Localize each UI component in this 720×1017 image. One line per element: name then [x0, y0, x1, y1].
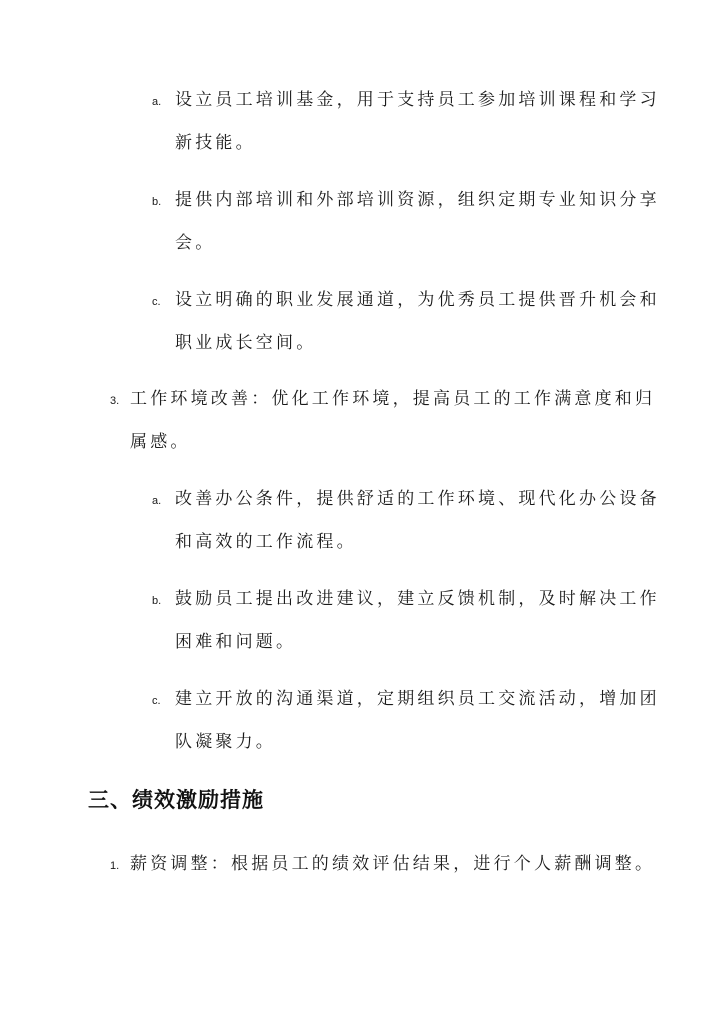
numbered-item-text: 薪资调整：根据员工的绩效评估结果，进行个人薪酬调整。	[130, 854, 656, 874]
list-item-text: 建立开放的沟通渠道，定期组织员工交流活动，增加团	[175, 689, 660, 709]
list-marker: b.	[152, 196, 162, 208]
list-marker: c.	[152, 695, 161, 707]
list-item-text-continued: 新技能。	[175, 133, 256, 153]
numbered-item-text: 工作环境改善：优化工作环境，提高员工的工作满意度和归	[130, 389, 656, 409]
list-item-text-continued: 职业成长空间。	[175, 333, 317, 353]
list-item-text-continued: 困难和问题。	[175, 632, 297, 652]
list-marker: a.	[152, 96, 162, 108]
list-item-text: 设立明确的职业发展通道，为优秀员工提供晋升机会和	[175, 290, 660, 310]
list-item-text-continued: 和高效的工作流程。	[175, 532, 357, 552]
section-heading: 三、绩效激励措施	[88, 788, 264, 812]
list-item-text: 提供内部培训和外部培训资源，组织定期专业知识分享	[175, 190, 660, 210]
list-item-text-continued: 会。	[175, 233, 216, 253]
list-marker: a.	[152, 495, 162, 507]
numbered-item-text-continued: 属感。	[130, 432, 191, 452]
list-marker: b.	[152, 595, 162, 607]
list-item-text: 鼓励员工提出改进建议，建立反馈机制，及时解决工作	[175, 589, 660, 609]
numbered-marker: 1.	[110, 860, 120, 872]
numbered-marker: 3.	[110, 395, 120, 407]
list-item-text: 设立员工培训基金，用于支持员工参加培训课程和学习	[175, 90, 660, 110]
list-item-text-continued: 队凝聚力。	[175, 732, 276, 752]
list-item-text: 改善办公条件，提供舒适的工作环境、现代化办公设备	[175, 489, 660, 509]
list-marker: c.	[152, 296, 161, 308]
